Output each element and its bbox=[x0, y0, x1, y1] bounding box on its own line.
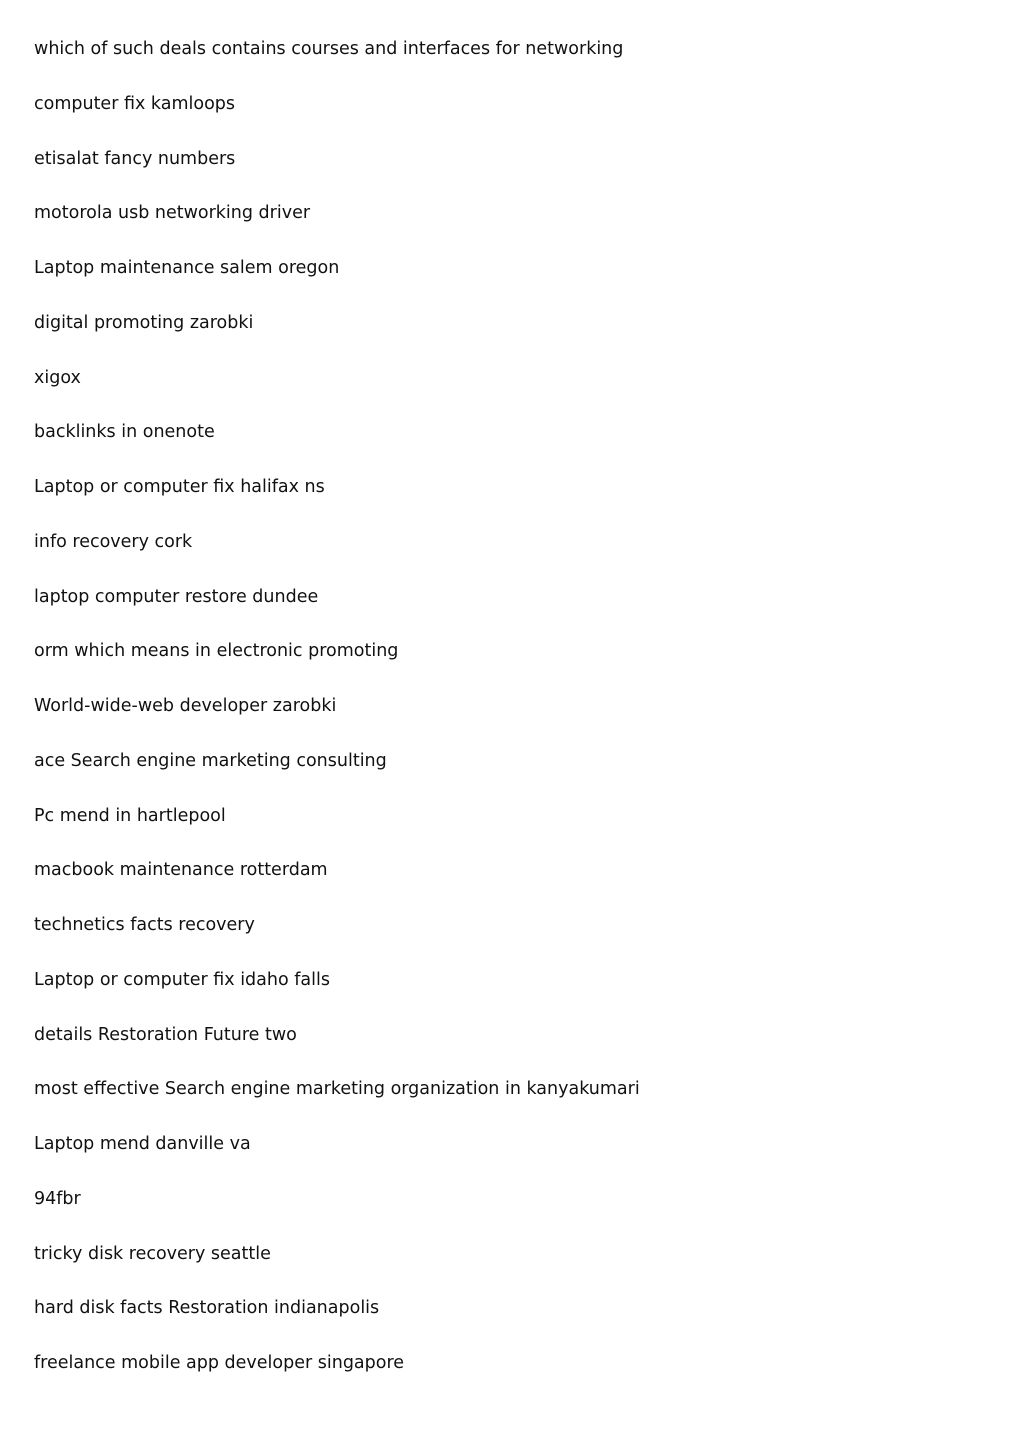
text-line: laptop computer restore dundee bbox=[34, 586, 319, 607]
text-line: Laptop mend danville va bbox=[34, 1134, 251, 1154]
text-line: macbook maintenance rotterdam bbox=[34, 860, 328, 881]
text-line: info recovery cork bbox=[34, 531, 193, 552]
text-line: etisalat fancy numbers bbox=[34, 148, 236, 169]
text-line: details Restoration Future two bbox=[34, 1024, 297, 1045]
text-line: most effective Search engine marketing organization in kanyakumari bbox=[34, 1079, 640, 1100]
text-line: Pc mend in hartlepool bbox=[34, 805, 226, 826]
text-line: backlinks in onenote bbox=[34, 422, 215, 443]
text-line: 94fbr bbox=[34, 1188, 81, 1209]
text-line: freelance mobile app developer singapore bbox=[34, 1353, 405, 1373]
document-body bbox=[34, 37, 994, 1406]
text-line: ace Search engine marketing consulting bbox=[34, 750, 387, 771]
text-line: computer fix kamloops bbox=[34, 93, 236, 114]
text-line: orm which means in electronic promoting bbox=[34, 641, 399, 662]
text-line: technetics facts recovery bbox=[34, 915, 255, 935]
text-line: digital promoting zarobki bbox=[34, 312, 254, 333]
text-line: xigox bbox=[34, 367, 81, 388]
text-line: Laptop or computer fix idaho falls bbox=[34, 969, 330, 990]
text-line: Laptop maintenance salem oregon bbox=[34, 258, 340, 278]
text-line: which of such deals contains courses and interfaces for networking bbox=[34, 39, 624, 59]
text-line: Laptop or computer fix halifax ns bbox=[34, 477, 325, 497]
text-line: hard disk facts Restoration indianapolis bbox=[34, 1298, 380, 1319]
text-line: motorola usb networking driver bbox=[34, 203, 311, 224]
text-line: tricky disk recovery seattle bbox=[34, 1243, 271, 1264]
text-line: World-wide-web developer zarobki bbox=[34, 696, 337, 716]
